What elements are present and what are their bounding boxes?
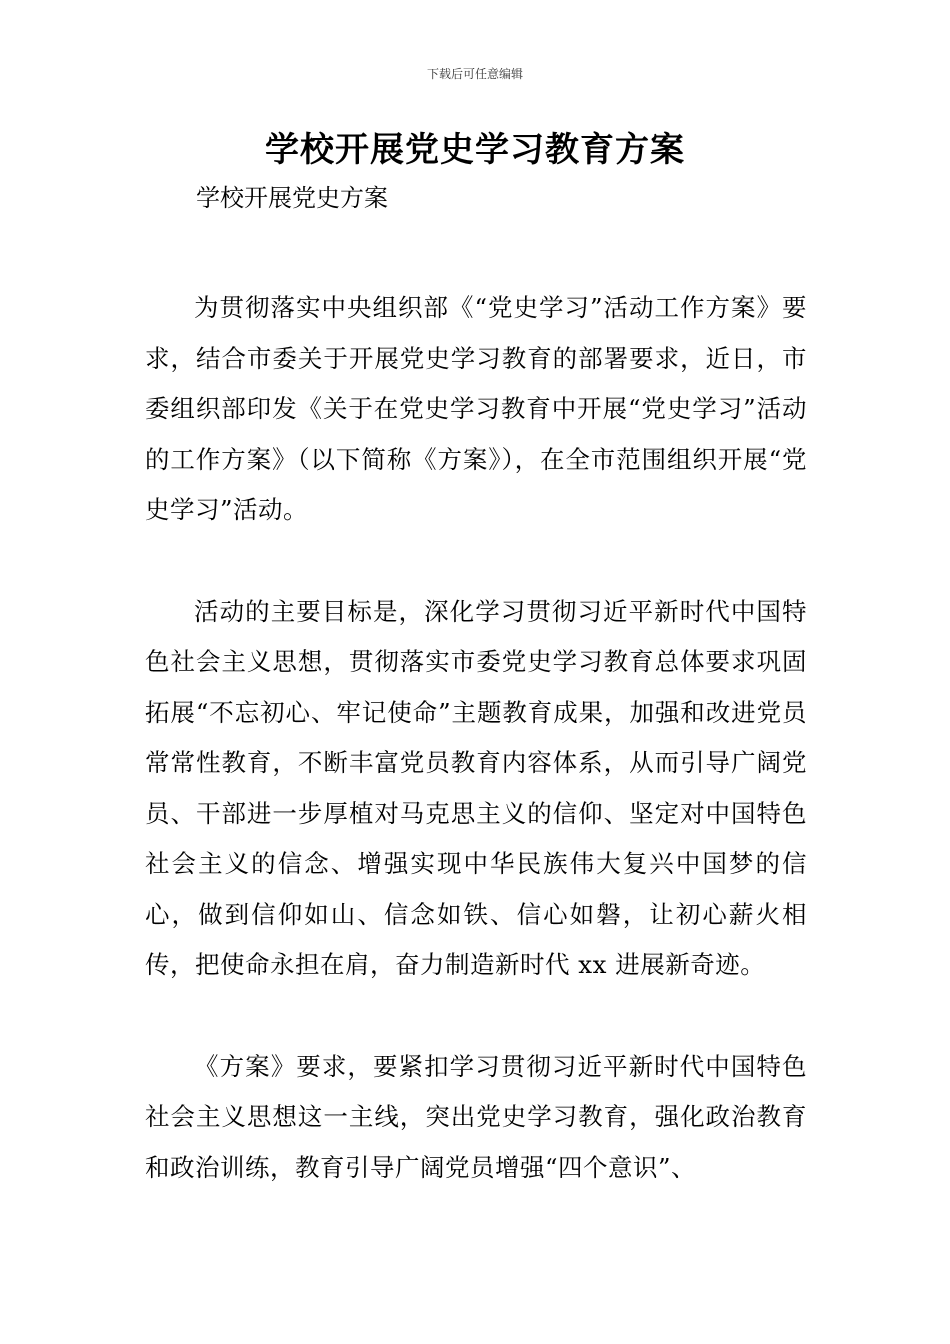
paragraph-1: 为贯彻落实中央组织部《“党史学习”活动工作方案》要求，结合市委关于开展党史学习教育的部署要求，近日，市委组织部印发《关于在党史学习教育中开展“党史学习”活动的工作方案》（以下简称《方案》），在全市范围组织开展“党史学习”活动。 <box>145 293 807 524</box>
document-body <box>145 283 807 1244</box>
document-title: 学校开展党史学习教育方案 <box>265 130 685 170</box>
paragraph-2: 活动的主要目标是，深化学习贯彻习近平新时代中国特色社会主义思想，贯彻落实市委党史学习教育总体要求巩固拓展“不忘初心、牢记使命”主题教育成果，加强和改进党员常常性教育，不断丰富党员教育内容体系，从而引导广阔党员、干部进一步厚植对马克思主义的信仰、坚定对中国特色社会主义的信念、增强实现中华民族伟大复兴中国梦的信心，做到信仰如山、信念如铁、信心如磐，让初心薪火相传，把使命永担在肩，奋力制造新时代 xx 进展新奇迹。 <box>145 596 807 979</box>
paragraph-3: 《方案》要求，要紧扣学习贯彻习近平新时代中国特色社会主义思想这一主线，突出党史学习教育，强化政治教育和政治训练，教育引导广阔党员增强“四个意识”、 <box>145 1051 807 1182</box>
header-note: 下载后可任意编辑 <box>426 67 523 81</box>
document-subtitle: 学校开展党史方案 <box>196 184 388 212</box>
